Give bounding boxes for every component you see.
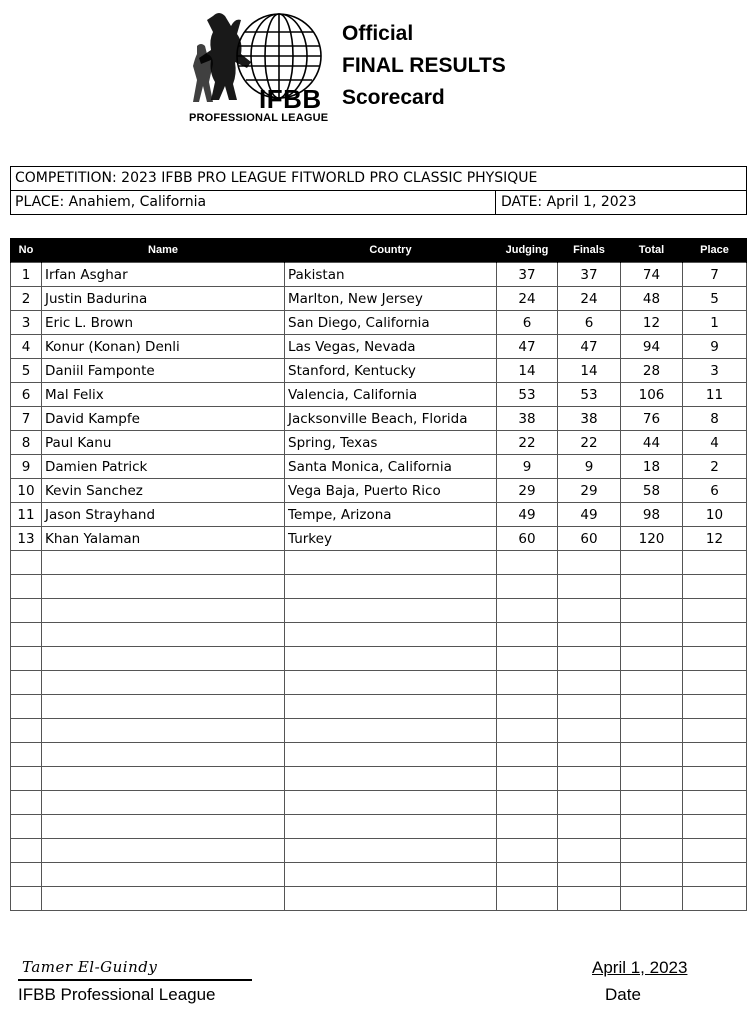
empty-cell-name (42, 575, 285, 599)
cell-place: 4 (683, 431, 747, 455)
results-table (10, 238, 747, 911)
empty-cell-judging (497, 743, 558, 767)
cell-name: Eric L. Brown (42, 311, 285, 335)
empty-cell-total (621, 623, 683, 647)
empty-cell-finals (558, 743, 621, 767)
empty-cell-country (285, 863, 497, 887)
cell-no: 6 (11, 383, 42, 407)
empty-table-row (11, 887, 747, 911)
empty-cell-finals (558, 551, 621, 575)
header-total: Total (621, 238, 683, 263)
signature: Tamer El-Guindy (22, 958, 158, 976)
empty-cell-total (621, 575, 683, 599)
document-title (342, 18, 506, 114)
competition-info-box (10, 166, 747, 215)
cell-total: 120 (621, 527, 683, 551)
cell-no: 9 (11, 455, 42, 479)
empty-cell-no (11, 551, 42, 575)
signature-line (18, 957, 252, 981)
empty-cell-no (11, 791, 42, 815)
empty-cell-name (42, 647, 285, 671)
cell-finals: 9 (558, 455, 621, 479)
header-no: No (11, 238, 42, 263)
empty-cell-judging (497, 863, 558, 887)
cell-finals: 6 (558, 311, 621, 335)
empty-cell-country (285, 767, 497, 791)
table-row (11, 383, 747, 407)
empty-cell-name (42, 671, 285, 695)
empty-cell-total (621, 719, 683, 743)
empty-cell-no (11, 623, 42, 647)
empty-cell-finals (558, 887, 621, 911)
cell-place: 12 (683, 527, 747, 551)
empty-cell-finals (558, 839, 621, 863)
empty-cell-no (11, 887, 42, 911)
header-finals: Finals (558, 238, 621, 263)
cell-name: Paul Kanu (42, 431, 285, 455)
empty-cell-name (42, 815, 285, 839)
cell-country: Turkey (285, 527, 497, 551)
empty-cell-total (621, 791, 683, 815)
empty-cell-place (683, 839, 747, 863)
empty-cell-place (683, 815, 747, 839)
cell-no: 10 (11, 479, 42, 503)
cell-name: Daniil Famponte (42, 359, 285, 383)
footer-date-label: Date (605, 985, 641, 1004)
empty-cell-country (285, 887, 497, 911)
empty-cell-total (621, 767, 683, 791)
results-body (11, 263, 747, 911)
cell-judging: 29 (497, 479, 558, 503)
cell-place: 10 (683, 503, 747, 527)
cell-total: 106 (621, 383, 683, 407)
cell-no: 2 (11, 287, 42, 311)
empty-cell-place (683, 719, 747, 743)
table-row (11, 455, 747, 479)
empty-cell-judging (497, 887, 558, 911)
empty-cell-judging (497, 719, 558, 743)
empty-cell-judging (497, 839, 558, 863)
empty-cell-finals (558, 719, 621, 743)
empty-table-row (11, 839, 747, 863)
cell-finals: 37 (558, 263, 621, 287)
cell-country: Valencia, California (285, 383, 497, 407)
cell-name: Khan Yalaman (42, 527, 285, 551)
ifbb-wordmark: IFBB (259, 84, 322, 114)
cell-finals: 38 (558, 407, 621, 431)
empty-cell-country (285, 551, 497, 575)
empty-cell-name (42, 623, 285, 647)
empty-cell-country (285, 743, 497, 767)
empty-cell-place (683, 551, 747, 575)
cell-no: 13 (11, 527, 42, 551)
cell-judging: 14 (497, 359, 558, 383)
empty-cell-name (42, 887, 285, 911)
empty-cell-place (683, 623, 747, 647)
empty-cell-finals (558, 623, 621, 647)
cell-no: 1 (11, 263, 42, 287)
cell-country: Spring, Texas (285, 431, 497, 455)
table-row (11, 479, 747, 503)
competition-row (11, 167, 746, 191)
empty-cell-judging (497, 647, 558, 671)
empty-cell-country (285, 575, 497, 599)
cell-no: 8 (11, 431, 42, 455)
empty-cell-judging (497, 791, 558, 815)
cell-judging: 47 (497, 335, 558, 359)
cell-name: Mal Felix (42, 383, 285, 407)
cell-place: 5 (683, 287, 747, 311)
empty-cell-place (683, 863, 747, 887)
empty-cell-place (683, 575, 747, 599)
cell-judging: 60 (497, 527, 558, 551)
empty-cell-total (621, 839, 683, 863)
cell-country: Santa Monica, California (285, 455, 497, 479)
cell-place: 3 (683, 359, 747, 383)
cell-place: 8 (683, 407, 747, 431)
table-header-row (11, 238, 747, 263)
cell-finals: 53 (558, 383, 621, 407)
empty-cell-total (621, 863, 683, 887)
table-row (11, 335, 747, 359)
empty-cell-no (11, 671, 42, 695)
empty-cell-country (285, 647, 497, 671)
empty-cell-finals (558, 767, 621, 791)
empty-cell-name (42, 743, 285, 767)
cell-place: 7 (683, 263, 747, 287)
empty-cell-no (11, 695, 42, 719)
cell-country: Pakistan (285, 263, 497, 287)
table-row (11, 527, 747, 551)
empty-table-row (11, 599, 747, 623)
empty-cell-total (621, 815, 683, 839)
empty-table-row (11, 575, 747, 599)
empty-cell-country (285, 815, 497, 839)
empty-cell-finals (558, 791, 621, 815)
cell-finals: 47 (558, 335, 621, 359)
empty-cell-judging (497, 695, 558, 719)
empty-cell-place (683, 743, 747, 767)
empty-table-row (11, 743, 747, 767)
empty-cell-total (621, 599, 683, 623)
cell-total: 58 (621, 479, 683, 503)
empty-table-row (11, 623, 747, 647)
footer-date-value: April 1, 2023 (592, 958, 688, 977)
empty-cell-no (11, 599, 42, 623)
place-date-row (11, 191, 746, 214)
empty-cell-finals (558, 863, 621, 887)
empty-cell-country (285, 839, 497, 863)
cell-country: Stanford, Kentucky (285, 359, 497, 383)
empty-cell-place (683, 767, 747, 791)
cell-place: 1 (683, 311, 747, 335)
cell-total: 44 (621, 431, 683, 455)
empty-cell-finals (558, 599, 621, 623)
empty-table-row (11, 671, 747, 695)
empty-table-row (11, 719, 747, 743)
empty-cell-name (42, 791, 285, 815)
table-row (11, 359, 747, 383)
cell-finals: 49 (558, 503, 621, 527)
cell-total: 18 (621, 455, 683, 479)
title-line-official: Official (342, 22, 414, 45)
empty-cell-place (683, 647, 747, 671)
cell-total: 94 (621, 335, 683, 359)
empty-cell-finals (558, 647, 621, 671)
empty-cell-no (11, 719, 42, 743)
empty-table-row (11, 815, 747, 839)
empty-cell-judging (497, 767, 558, 791)
cell-total: 98 (621, 503, 683, 527)
empty-cell-country (285, 599, 497, 623)
cell-name: David Kampfe (42, 407, 285, 431)
empty-cell-no (11, 863, 42, 887)
empty-cell-no (11, 839, 42, 863)
empty-cell-judging (497, 671, 558, 695)
cell-place: 6 (683, 479, 747, 503)
empty-cell-place (683, 791, 747, 815)
cell-total: 48 (621, 287, 683, 311)
cell-country: Marlton, New Jersey (285, 287, 497, 311)
cell-country: San Diego, California (285, 311, 497, 335)
empty-cell-total (621, 695, 683, 719)
empty-cell-no (11, 743, 42, 767)
empty-table-row (11, 791, 747, 815)
cell-judging: 6 (497, 311, 558, 335)
table-row (11, 263, 747, 287)
info-divider (495, 191, 496, 214)
cell-name: Jason Strayhand (42, 503, 285, 527)
table-row (11, 311, 747, 335)
table-row (11, 287, 747, 311)
header-country: Country (285, 238, 497, 263)
empty-cell-total (621, 647, 683, 671)
cell-judging: 37 (497, 263, 558, 287)
table-row (11, 503, 747, 527)
empty-cell-total (621, 671, 683, 695)
cell-judging: 38 (497, 407, 558, 431)
cell-name: Kevin Sanchez (42, 479, 285, 503)
cell-finals: 14 (558, 359, 621, 383)
cell-country: Jacksonville Beach, Florida (285, 407, 497, 431)
empty-cell-finals (558, 575, 621, 599)
empty-cell-finals (558, 695, 621, 719)
empty-cell-no (11, 767, 42, 791)
empty-cell-name (42, 695, 285, 719)
empty-table-row (11, 767, 747, 791)
cell-total: 28 (621, 359, 683, 383)
cell-name: Justin Badurina (42, 287, 285, 311)
professional-league-wordmark: PROFESSIONAL LEAGUE (189, 112, 329, 124)
header-place: Place (683, 238, 747, 263)
cell-no: 4 (11, 335, 42, 359)
cell-no: 7 (11, 407, 42, 431)
cell-total: 76 (621, 407, 683, 431)
empty-table-row (11, 695, 747, 719)
cell-total: 12 (621, 311, 683, 335)
empty-cell-name (42, 599, 285, 623)
empty-table-row (11, 551, 747, 575)
empty-cell-place (683, 887, 747, 911)
cell-name: Damien Patrick (42, 455, 285, 479)
competition-label: COMPETITION: 2023 IFBB PRO LEAGUE FITWORLD PRO CLASSIC PHYSIQUE (15, 170, 538, 186)
cell-country: Vega Baja, Puerto Rico (285, 479, 497, 503)
cell-country: Las Vegas, Nevada (285, 335, 497, 359)
cell-place: 9 (683, 335, 747, 359)
cell-judging: 53 (497, 383, 558, 407)
table-row (11, 407, 747, 431)
empty-cell-judging (497, 599, 558, 623)
empty-cell-finals (558, 815, 621, 839)
cell-finals: 22 (558, 431, 621, 455)
ifbb-logo (183, 8, 343, 124)
cell-place: 11 (683, 383, 747, 407)
cell-place: 2 (683, 455, 747, 479)
empty-table-row (11, 647, 747, 671)
cell-no: 11 (11, 503, 42, 527)
signature-organization: IFBB Professional League (18, 985, 216, 1004)
empty-cell-name (42, 551, 285, 575)
empty-cell-judging (497, 815, 558, 839)
empty-cell-place (683, 671, 747, 695)
cell-finals: 24 (558, 287, 621, 311)
cell-finals: 29 (558, 479, 621, 503)
date-label: DATE: April 1, 2023 (501, 194, 637, 210)
empty-cell-name (42, 863, 285, 887)
title-line-final-results: FINAL RESULTS (342, 54, 506, 77)
cell-no: 5 (11, 359, 42, 383)
empty-cell-country (285, 671, 497, 695)
empty-cell-name (42, 767, 285, 791)
empty-cell-name (42, 839, 285, 863)
place-label: PLACE: Anahiem, California (15, 194, 207, 210)
cell-judging: 49 (497, 503, 558, 527)
empty-table-row (11, 863, 747, 887)
cell-country: Tempe, Arizona (285, 503, 497, 527)
empty-cell-judging (497, 623, 558, 647)
empty-cell-name (42, 719, 285, 743)
header-name: Name (42, 238, 285, 263)
cell-judging: 22 (497, 431, 558, 455)
cell-judging: 24 (497, 287, 558, 311)
empty-cell-judging (497, 575, 558, 599)
table-row (11, 431, 747, 455)
empty-cell-finals (558, 671, 621, 695)
empty-cell-no (11, 815, 42, 839)
cell-name: Konur (Konan) Denli (42, 335, 285, 359)
empty-cell-total (621, 551, 683, 575)
cell-no: 3 (11, 311, 42, 335)
empty-cell-total (621, 887, 683, 911)
empty-cell-no (11, 575, 42, 599)
empty-cell-place (683, 599, 747, 623)
header-judging: Judging (497, 238, 558, 263)
empty-cell-judging (497, 551, 558, 575)
cell-finals: 60 (558, 527, 621, 551)
empty-cell-total (621, 743, 683, 767)
empty-cell-country (285, 719, 497, 743)
empty-cell-country (285, 695, 497, 719)
empty-cell-no (11, 647, 42, 671)
title-line-scorecard: Scorecard (342, 86, 445, 109)
cell-name: Irfan Asghar (42, 263, 285, 287)
empty-cell-country (285, 791, 497, 815)
cell-total: 74 (621, 263, 683, 287)
empty-cell-country (285, 623, 497, 647)
empty-cell-place (683, 695, 747, 719)
cell-judging: 9 (497, 455, 558, 479)
